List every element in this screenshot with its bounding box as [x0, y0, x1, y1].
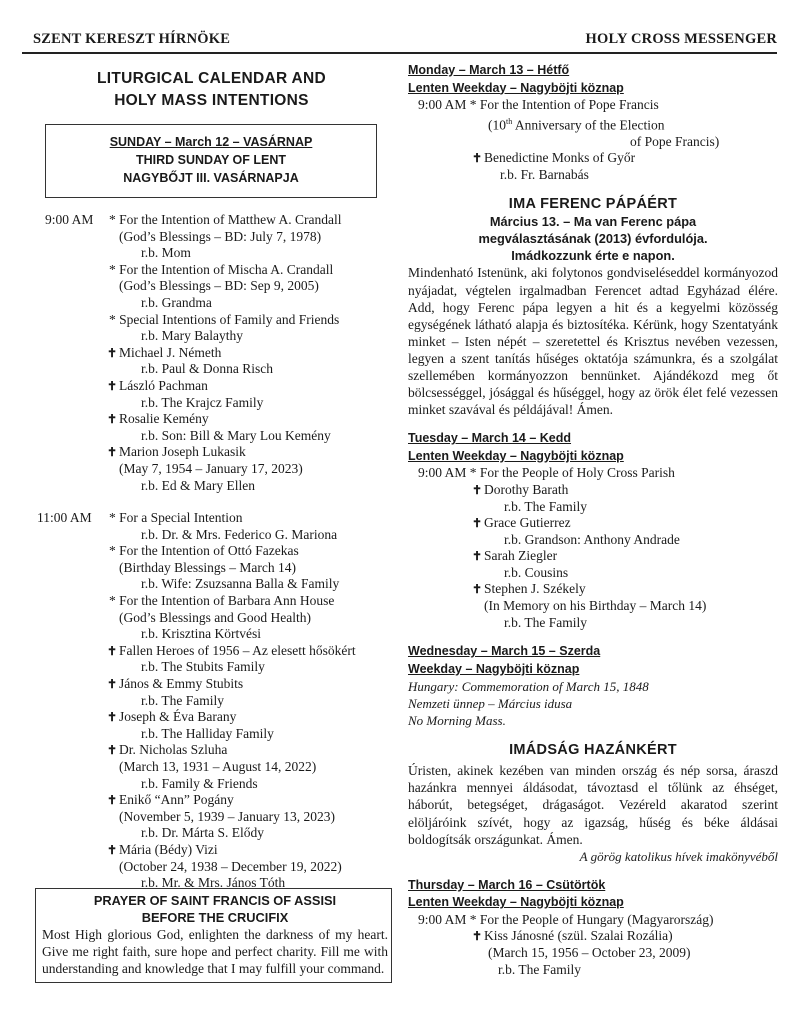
requested-by: r.b. Grandma — [141, 294, 212, 310]
requested-by: r.b. Son: Bill & Mary Lou Kemény — [141, 427, 331, 443]
list-item — [35, 543, 388, 560]
list-item — [35, 742, 388, 759]
intention: * For the Intention of Mischa A. Crandall — [109, 261, 334, 277]
list-item — [408, 548, 778, 565]
list-item — [35, 278, 388, 295]
wednesday-note-1: Hungary: Commemoration of March 15, 1848 — [408, 679, 649, 695]
list-item — [35, 345, 388, 362]
list-item — [35, 478, 388, 495]
newsletter-title-hungarian: SZENT KERESZT HÍRNÖKE — [33, 31, 231, 47]
cross-icon: ✝ — [472, 929, 483, 944]
deceased-name: Dr. Nicholas Szluha — [119, 742, 228, 758]
intention-detail: (God’s Blessings and Good Health) — [119, 609, 311, 625]
list-item — [408, 962, 778, 979]
list-item — [408, 928, 778, 945]
page-header — [22, 28, 777, 54]
intention: * For the Intention of Matthew A. Crandall — [109, 212, 342, 227]
list-item — [35, 510, 388, 527]
requested-by: r.b. Dr. Márta S. Elődy — [141, 825, 264, 841]
list-item — [35, 428, 388, 445]
deceased-name: Fallen Heroes of 1956 – Az elesett hősökért — [119, 642, 356, 658]
homeland-prayer-text: Úristen, akinek kezében van minden ország és nép sorsa, áraszd hazánkra mennyei áldásodat, távoztasd el tőlünk az éhséget, háborút, betegséget, drágaságot. Vezéreld akaratod szerint elöljáróink szívét, hogy az igazság, hűség és béke áldásai boldogítsák országunkat. Ámen. — [408, 763, 778, 847]
list-item — [35, 693, 388, 710]
requested-by: r.b. The Krajcz Family — [141, 394, 264, 410]
mass-time: 11:00 AM — [37, 510, 92, 526]
requested-by: r.b. The Family — [141, 692, 224, 708]
left-column — [35, 62, 388, 976]
right-column — [408, 62, 778, 978]
pope-prayer-text: Mindenható Istenünk, aki folytonos gondviseléseddel kormányozod nyájadat, végtelen irgalmadban Ferencet adtad Egyházad élére. Add, hogy Ferenc pápa legyen a hit és a kegyelmi közösség egységének látható alapja és biztosítéka. Kérünk, hogy Szentatyánk minket – Isten népét – szeretettel és Krisztus nevében vezessen, legyen a szent tanítás hűséges oktatója számunkra, és a szolgálat szellemében kormányozzon bennünket. Ajándékozd meg őt bölcsességgel, jósággal és hűséggel, hogy az örök élet felé vezessen minket szavával és példájával! Ámen. — [408, 265, 778, 418]
intention: * For the Intention of Ottó Fazekas — [109, 543, 299, 559]
pope-prayer-subtitle-2: megválasztásának (2013) évfordulója. — [478, 231, 708, 247]
wednesday-section — [408, 643, 778, 729]
requested-by: r.b. Ed & Mary Ellen — [141, 477, 255, 493]
life-dates: (May 7, 1954 – January 17, 2023) — [119, 460, 303, 476]
tuesday-section — [408, 430, 778, 631]
deceased-name: Benedictine Monks of Győr — [484, 150, 636, 166]
list-item — [35, 709, 388, 726]
deceased-name: Sarah Ziegler — [484, 548, 558, 564]
requested-by: r.b. Wife: Zsuzsanna Balla & Family — [141, 576, 340, 592]
deceased-name: János & Emmy Stubits — [119, 676, 244, 692]
intention-detail: (Birthday Blessings – March 14) — [119, 559, 296, 575]
deceased-name: Joseph & Éva Barany — [119, 709, 237, 725]
cross-icon: ✝ — [107, 378, 118, 393]
list-item — [35, 444, 388, 461]
deceased-name: László Pachman — [119, 377, 208, 393]
list-item — [408, 167, 778, 184]
sunday-name-en: THIRD SUNDAY OF LENT — [135, 153, 286, 167]
intention-detail: Anniversary of the Election — [512, 117, 665, 133]
list-item — [35, 676, 388, 693]
homeland-prayer-section — [408, 741, 778, 864]
prayer-title-line-1: PRAYER OF SAINT FRANCIS OF ASSISI — [93, 893, 337, 908]
thursday-date: Thursday – March 16 – Csütörtök — [408, 877, 606, 892]
requested-by: r.b. Family & Friends — [141, 775, 258, 791]
requested-by: r.b. Cousins — [504, 564, 569, 580]
list-item — [35, 859, 388, 876]
wednesday-date: Wednesday – March 15 – Szerda — [408, 644, 601, 659]
deceased-name: Marion Joseph Lukasik — [119, 444, 246, 460]
page-title-line-2: HOLY MASS INTENTIONS — [114, 92, 309, 109]
intention-detail: (10 — [488, 117, 506, 133]
life-dates: (March 15, 1956 – October 23, 2009) — [488, 944, 691, 960]
cross-icon: ✝ — [107, 643, 118, 658]
intention: 9:00 AM * For the People of Holy Cross Parish — [418, 465, 675, 481]
page-title — [35, 68, 388, 112]
cross-icon: ✝ — [472, 482, 483, 497]
list-item — [35, 593, 388, 610]
life-dates: (March 13, 1931 – August 14, 2022) — [119, 759, 317, 774]
prayer-box-st-francis — [35, 888, 392, 983]
deceased-name: Dorothy Barath — [484, 481, 569, 497]
intention-detail: (In Memory on his Birthday – March 14) — [484, 598, 707, 614]
prayer-title-line-2: BEFORE THE CRUCIFIX — [141, 910, 289, 925]
ordinal-suffix: th — [506, 116, 513, 126]
pope-prayer-subtitle-1: Március 13. – Ma van Ferenc pápa — [489, 214, 697, 230]
requested-by: r.b. The Family — [504, 614, 587, 630]
life-dates: (October 24, 1938 – December 19, 2022) — [119, 858, 342, 874]
pope-prayer-section — [408, 195, 778, 418]
list-item — [35, 792, 388, 809]
list-item — [408, 134, 778, 151]
intention-detail: (God’s Blessings – BD: July 7, 1978) — [119, 228, 322, 244]
list-item — [408, 912, 778, 929]
monday-date: Monday – March 13 – Hétfő — [408, 63, 570, 77]
requested-by: r.b. The Halliday Family — [141, 725, 274, 741]
cross-icon: ✝ — [107, 842, 118, 857]
wednesday-note-2: Nemzeti ünnep – Március idusa — [408, 696, 573, 712]
tuesday-date: Tuesday – March 14 – Kedd — [408, 431, 572, 446]
list-item — [35, 295, 388, 312]
list-item — [35, 212, 388, 229]
intention-detail: (God’s Blessings – BD: Sep 9, 2005) — [119, 278, 319, 294]
homeland-prayer-title: IMÁDSÁG HAZÁNKÉRT — [509, 742, 677, 759]
deceased-name: Rosalie Kemény — [119, 411, 209, 427]
cross-icon: ✝ — [107, 345, 118, 360]
list-item — [35, 262, 388, 279]
intention: * For a Special Intention — [109, 510, 243, 526]
list-item — [35, 809, 388, 826]
list-item — [408, 114, 778, 134]
page-title-line-1: LITURGICAL CALENDAR AND — [96, 70, 327, 87]
list-item — [35, 361, 388, 378]
deceased-name: Stephen J. Székely — [484, 581, 586, 597]
cross-icon: ✝ — [107, 412, 118, 427]
cross-icon: ✝ — [107, 743, 118, 758]
list-item — [408, 581, 778, 598]
cross-icon: ✝ — [107, 677, 118, 692]
list-item — [408, 465, 778, 482]
thursday-section — [408, 877, 778, 978]
list-item — [35, 395, 388, 412]
list-item — [408, 532, 778, 549]
requested-by: r.b. Grandson: Anthony Andrade — [504, 531, 680, 547]
requested-by: r.b. Paul & Donna Risch — [141, 361, 273, 377]
homeland-prayer-source: A görög katolikus hívek imakönyvéből — [579, 848, 778, 864]
deceased-name: Enikő “Ann” Pogány — [119, 792, 234, 808]
list-item — [35, 842, 388, 859]
list-item — [35, 759, 388, 776]
cross-icon: ✝ — [107, 710, 118, 725]
prayer-text: Most High glorious God, enlighten the darkness of my heart. Give me right faith, sure hope and perfect charity. Fill me with understanding and knowledge that I may fulfill your command. — [42, 927, 388, 976]
deceased-name: Grace Gutierrez — [484, 515, 571, 531]
cross-icon: ✝ — [107, 793, 118, 808]
pope-prayer-subtitle-3: Imádkozzunk érte e napon. — [511, 248, 675, 264]
list-item — [408, 482, 778, 499]
monday-section — [408, 62, 778, 183]
list-item — [35, 378, 388, 395]
deceased-name: Michael J. Németh — [119, 344, 222, 360]
monday-type: Lenten Weekday – Nagyböjti köznap — [408, 80, 624, 95]
cross-icon: ✝ — [472, 151, 483, 166]
list-item — [408, 499, 778, 516]
list-item — [35, 560, 388, 577]
list-item — [408, 945, 778, 962]
list-item — [35, 626, 388, 643]
list-item — [408, 150, 778, 167]
wednesday-type: Weekday – Nagyböjti köznap — [408, 661, 580, 676]
list-item — [35, 825, 388, 842]
list-item — [408, 598, 778, 615]
list-item — [35, 610, 388, 627]
requested-by: r.b. Fr. Barnabás — [500, 166, 589, 182]
cross-icon: ✝ — [472, 516, 483, 531]
list-item — [35, 411, 388, 428]
sunday-name-hu: NAGYBŐJT III. VASÁRNAPJA — [123, 171, 299, 185]
pope-prayer-title: IMA FERENC PÁPÁÉRT — [508, 196, 678, 213]
list-item — [35, 527, 388, 544]
list-item — [35, 726, 388, 743]
cross-icon: ✝ — [472, 549, 483, 564]
life-dates: (November 5, 1939 – January 13, 2023) — [119, 808, 335, 824]
list-item — [35, 312, 388, 329]
list-item — [408, 515, 778, 532]
deceased-name: Kiss Jánosné (szül. Szalai Rozália) — [484, 928, 673, 944]
list-item — [35, 245, 388, 262]
requested-by: r.b. Mr. & Mrs. János Tóth — [141, 875, 286, 891]
list-item — [408, 97, 778, 114]
list-item — [35, 461, 388, 478]
list-item — [35, 776, 388, 793]
mass-9am-list — [35, 212, 388, 494]
intention: 9:00 AM * For the Intention of Pope Francis — [418, 97, 659, 112]
list-item — [35, 659, 388, 676]
requested-by: r.b. The Family — [504, 498, 587, 514]
requested-by: r.b. Mom — [141, 245, 191, 261]
requested-by: r.b. The Stubits Family — [141, 659, 265, 675]
mass-time: 9:00 AM — [45, 212, 94, 227]
tuesday-type: Lenten Weekday – Nagyböjti köznap — [408, 448, 624, 463]
wednesday-note-3: No Morning Mass. — [408, 713, 506, 729]
newsletter-title-english: HOLY CROSS MESSENGER — [585, 31, 777, 47]
list-item — [35, 576, 388, 593]
intention: * For the Intention of Barbara Ann House — [109, 593, 335, 609]
sunday-date: SUNDAY – March 12 – VASÁRNAP — [109, 135, 313, 149]
requested-by: r.b. Mary Balaythy — [141, 328, 243, 344]
intention: * Special Intentions of Family and Friends — [109, 311, 340, 327]
thursday-type: Lenten Weekday – Nagyböjti köznap — [408, 895, 624, 910]
intention-detail: of Pope Francis) — [630, 133, 720, 149]
cross-icon: ✝ — [472, 582, 483, 597]
mass-11am-list — [35, 510, 388, 892]
deceased-name: Mária (Bédy) Vizi — [119, 841, 218, 857]
list-item — [35, 229, 388, 246]
requested-by: r.b. Dr. & Mrs. Federico G. Mariona — [141, 526, 338, 542]
intention: 9:00 AM * For the People of Hungary (Magyarország) — [418, 911, 714, 927]
list-item — [408, 615, 778, 632]
cross-icon: ✝ — [107, 445, 118, 460]
list-item — [35, 328, 388, 345]
list-item — [35, 643, 388, 660]
sunday-heading-box — [45, 124, 377, 198]
requested-by: r.b. Krisztina Körtvési — [141, 626, 261, 642]
list-item — [408, 565, 778, 582]
requested-by: r.b. The Family — [498, 961, 581, 977]
